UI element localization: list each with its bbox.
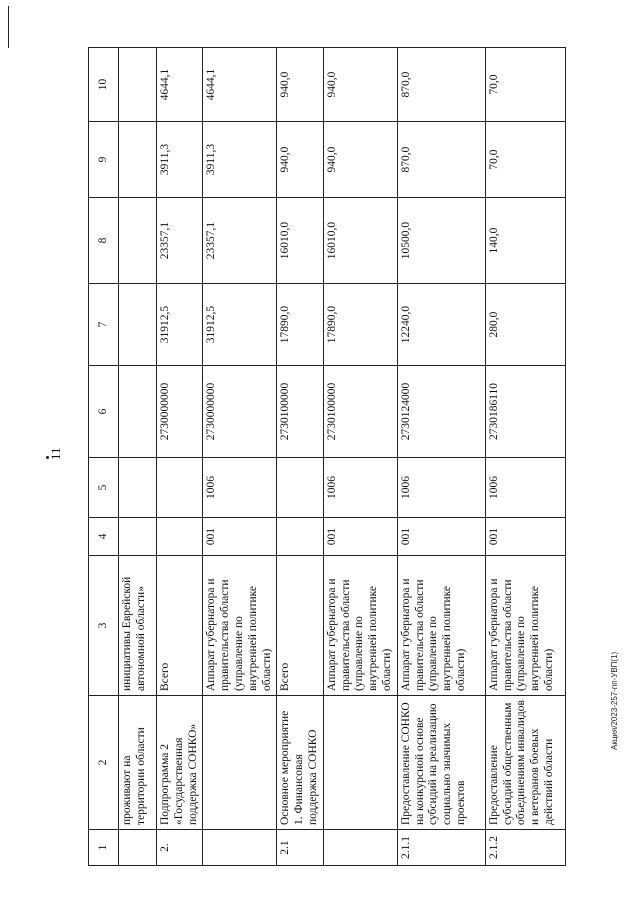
table-cell: 16010,0 <box>277 198 323 284</box>
table-cell: 31912,5 <box>157 284 203 366</box>
table-cell <box>277 518 323 556</box>
table-cell <box>323 830 397 866</box>
table-cell: 10500,0 <box>397 198 485 284</box>
table-cell: 17890,0 <box>323 284 397 366</box>
table-cell: 940,0 <box>277 122 323 198</box>
table-cell <box>119 198 157 284</box>
table-cell <box>119 122 157 198</box>
table-cell: 001 <box>485 518 565 556</box>
table-cell <box>119 830 157 866</box>
header-cell: 5 <box>89 458 119 518</box>
table-cell: 870,0 <box>397 48 485 122</box>
table-cell <box>203 830 277 866</box>
table-cell <box>119 458 157 518</box>
table-cell: Аппарат губернатора и правительства области (управление по внутренней политике области) <box>203 556 277 696</box>
table-cell: 2.1.2 <box>485 830 565 866</box>
table-row <box>323 48 397 866</box>
table-cell: 23357,1 <box>203 198 277 284</box>
table-cell <box>203 696 277 830</box>
table-cell: 280,0 <box>485 284 565 366</box>
table-row <box>397 48 485 866</box>
table-cell <box>157 518 203 556</box>
table-cell: 16010,0 <box>323 198 397 284</box>
table-cell: 940,0 <box>323 122 397 198</box>
table-header-row <box>89 48 119 866</box>
header-cell: 3 <box>89 556 119 696</box>
table-cell: 3911,3 <box>203 122 277 198</box>
table-cell: инициативы Еврейской автономной области» <box>119 556 157 696</box>
table-cell: 2730000000 <box>157 366 203 458</box>
table-cell: 2730100000 <box>277 366 323 458</box>
table-cell <box>119 518 157 556</box>
table-cell <box>277 458 323 518</box>
budget-table-wrap <box>88 48 556 866</box>
table-cell: 1006 <box>323 458 397 518</box>
header-cell: 8 <box>89 198 119 284</box>
table-cell: 2.1 <box>277 830 323 866</box>
table-cell: Аппарат губернатора и правительства области (управление по внутренней политике области) <box>323 556 397 696</box>
header-cell: 7 <box>89 284 119 366</box>
table-cell: 2730124000 <box>397 366 485 458</box>
table-cell: 001 <box>397 518 485 556</box>
budget-table <box>88 47 566 866</box>
margin-rule <box>8 6 9 48</box>
table-cell <box>157 458 203 518</box>
table-cell: 2730186110 <box>485 366 565 458</box>
header-cell: 4 <box>89 518 119 556</box>
table-cell: 4644,1 <box>203 48 277 122</box>
table-cell <box>119 284 157 366</box>
table-cell: 870,0 <box>397 122 485 198</box>
file-stamp: Акция/2023-257-пп-УВП(1) <box>610 651 619 750</box>
header-cell: 2 <box>89 696 119 830</box>
table-cell: проживают на территории области <box>119 696 157 830</box>
table-row <box>485 48 565 866</box>
table-row <box>119 48 157 866</box>
table-cell: 31912,5 <box>203 284 277 366</box>
table-cell: Подпрограмма 2 «Государственная поддержка СОНКО» <box>157 696 203 830</box>
table-cell: 2730100000 <box>323 366 397 458</box>
table-cell: 1006 <box>485 458 565 518</box>
table-cell <box>119 366 157 458</box>
table-cell: 70,0 <box>485 48 565 122</box>
table-row <box>277 48 323 866</box>
header-cell: 10 <box>89 48 119 122</box>
table-cell: 23357,1 <box>157 198 203 284</box>
table-cell: 001 <box>323 518 397 556</box>
table-cell: 001 <box>203 518 277 556</box>
table-cell: Аппарат губернатора и правительства области (управление по внутренней политике области) <box>485 556 565 696</box>
table-row <box>203 48 277 866</box>
header-cell: 1 <box>89 830 119 866</box>
table-cell: 2730000000 <box>203 366 277 458</box>
page-number: 11 <box>48 447 63 460</box>
table-cell: 940,0 <box>323 48 397 122</box>
table-cell: 3911,3 <box>157 122 203 198</box>
table-cell: 2. <box>157 830 203 866</box>
header-cell: 9 <box>89 122 119 198</box>
table-cell: 2.1.1 <box>397 830 485 866</box>
table-cell: Всего <box>157 556 203 696</box>
table-cell: 940,0 <box>277 48 323 122</box>
table-cell: Основное мероприятие 1. Финансовая поддержка СОНКО <box>277 696 323 830</box>
table-cell: 4644,1 <box>157 48 203 122</box>
table-cell: 140,0 <box>485 198 565 284</box>
table-cell: 1006 <box>397 458 485 518</box>
table-cell: 12240,0 <box>397 284 485 366</box>
table-cell: 70,0 <box>485 122 565 198</box>
table-cell: 17890,0 <box>277 284 323 366</box>
header-cell: 6 <box>89 366 119 458</box>
table-cell: 1006 <box>203 458 277 518</box>
table-row <box>157 48 203 866</box>
table-cell: Всего <box>277 556 323 696</box>
table-cell <box>323 696 397 830</box>
table-cell: Предоставление субсидий общественным объединениям инвалидов и ветеранов боевых действий области <box>485 696 565 830</box>
table-cell: Предоставление СОНКО на конкурсной основе субсидий на реализацию социально значимых проектов <box>397 696 485 830</box>
table-cell: Аппарат губернатора и правительства области (управление по внутренней политике области) <box>397 556 485 696</box>
table-cell <box>119 48 157 122</box>
